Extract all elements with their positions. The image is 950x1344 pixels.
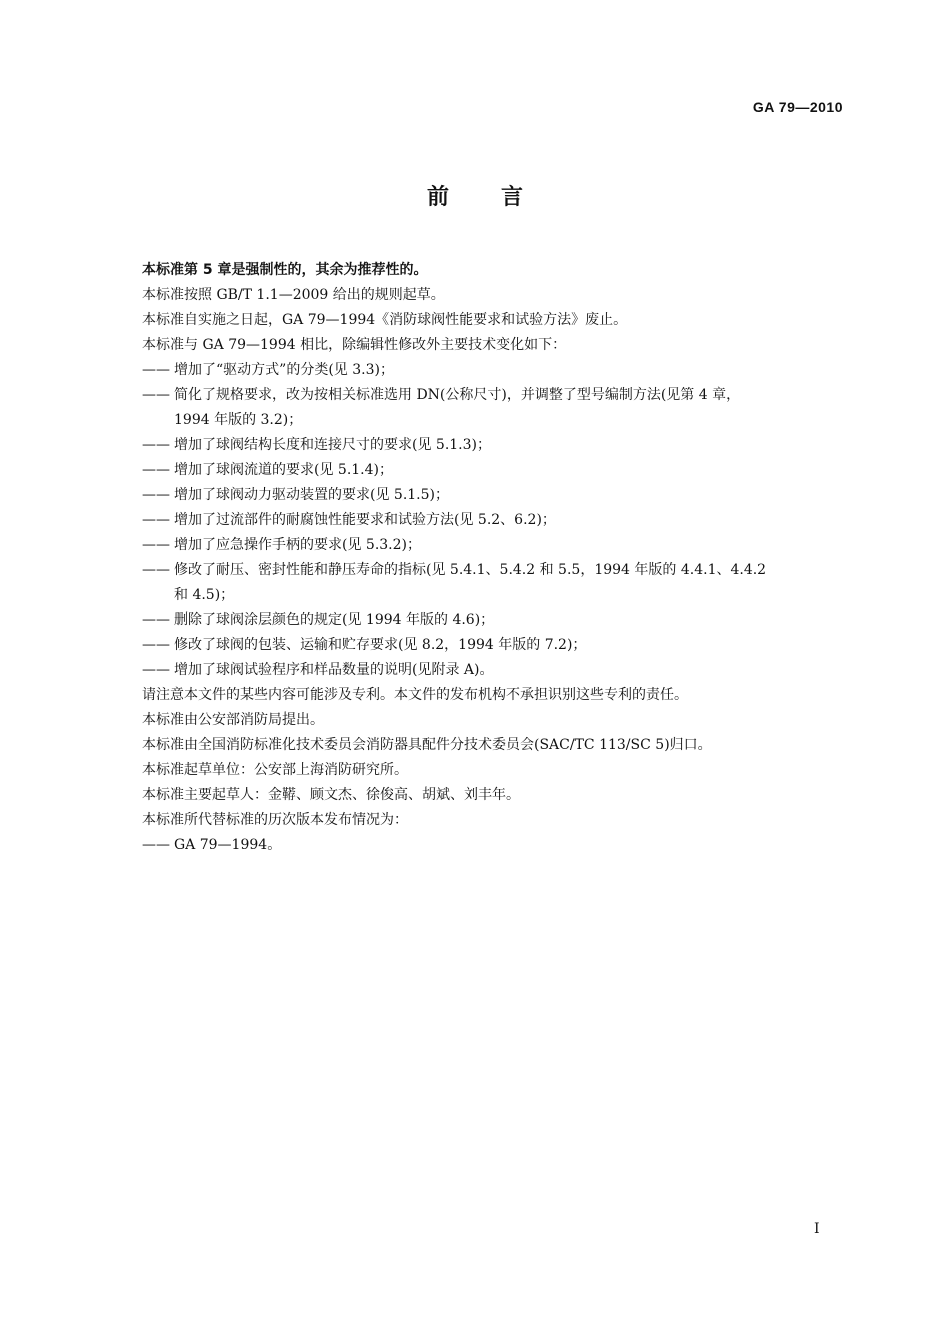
list-item: —— 增加了球阀结构长度和连接尺寸的要求(见 5.1.3)； xyxy=(142,433,850,458)
paragraph-mandatory-note: 本标准第 5 章是强制性的，其余为推荐性的。 xyxy=(142,262,428,278)
dash-mark: —— xyxy=(142,562,170,578)
list-item: —— 增加了球阀动力驱动装置的要求(见 5.1.5)； xyxy=(142,483,850,508)
dash-mark: —— xyxy=(142,362,170,378)
paragraph-proposer: 本标准由公安部消防局提出。 xyxy=(142,712,324,728)
list-item-previous-edition: —— GA 79—1994。 xyxy=(142,833,850,858)
dash-mark: —— xyxy=(142,637,170,653)
document-code: GA 79—2010 xyxy=(752,99,843,115)
list-item: —— 增加了球阀试验程序和样品数量的说明(见附录 A)。 xyxy=(142,658,850,683)
list-item: —— 增加了球阀流道的要求(见 5.1.4)； xyxy=(142,458,850,483)
paragraph-drafting-unit: 本标准起草单位：公安部上海消防研究所。 xyxy=(142,762,408,778)
list-item: —— 修改了耐压、密封性能和静压寿命的指标(见 5.4.1、5.4.2 和 5.5，1994 年版的 4.4.1、4.4.2 和 4.5)； xyxy=(142,558,850,608)
list-item: —— 增加了应急操作手柄的要求(见 5.3.2)； xyxy=(142,533,850,558)
paragraph-changes-intro: 本标准与 GA 79—1994 相比，除编辑性修改外主要技术变化如下： xyxy=(142,337,567,353)
dash-mark: —— xyxy=(142,462,170,478)
list-item: —— 删除了球阀涂层颜色的规定(见 1994 年版的 4.6)； xyxy=(142,608,850,633)
dash-mark: —— xyxy=(142,487,170,503)
dash-mark: —— xyxy=(142,387,170,403)
paragraph-drafters: 本标准主要起草人：金鞯、顾文杰、徐俊高、胡斌、刘丰年。 xyxy=(142,787,520,803)
list-item: —— 修改了球阀的包装、运输和贮存要求(见 8.2，1994 年版的 7.2)； xyxy=(142,633,850,658)
dash-mark: —— xyxy=(142,837,170,853)
list-item: —— 增加了过流部件的耐腐蚀性能要求和试验方法(见 5.2、6.2)； xyxy=(142,508,850,533)
paragraph-committee: 本标准由全国消防标准化技术委员会消防器具配件分技术委员会(SAC/TC 113/SC 5)归口。 xyxy=(142,737,712,753)
dash-mark: —— xyxy=(142,612,170,628)
paragraph-history-intro: 本标准所代替标准的历次版本发布情况为： xyxy=(142,812,408,828)
dash-mark: —— xyxy=(142,437,170,453)
dash-mark: —— xyxy=(142,512,170,528)
dash-mark: —— xyxy=(142,662,170,678)
foreword-body xyxy=(142,258,850,858)
page-number: I xyxy=(814,1221,820,1237)
paragraph-drafting-rules: 本标准按照 GB/T 1.1—2009 给出的规则起草。 xyxy=(142,287,445,303)
paragraph-patent-notice: 请注意本文件的某些内容可能涉及专利。本文件的发布机构不承担识别这些专利的责任。 xyxy=(142,687,688,703)
page-title: 前言 xyxy=(426,185,575,210)
paragraph-replacement: 本标准自实施之日起，GA 79—1994《消防球阀性能要求和试验方法》废止。 xyxy=(142,312,628,328)
list-item: —— 简化了规格要求，改为按相关标准选用 DN(公称尺寸)，并调整了型号编制方法(见第 4 章， 1994 年版的 3.2)； xyxy=(142,383,850,433)
list-item: —— 增加了“驱动方式”的分类(见 3.3)； xyxy=(142,358,850,383)
dash-mark: —— xyxy=(142,537,170,553)
changes-list xyxy=(142,358,850,683)
